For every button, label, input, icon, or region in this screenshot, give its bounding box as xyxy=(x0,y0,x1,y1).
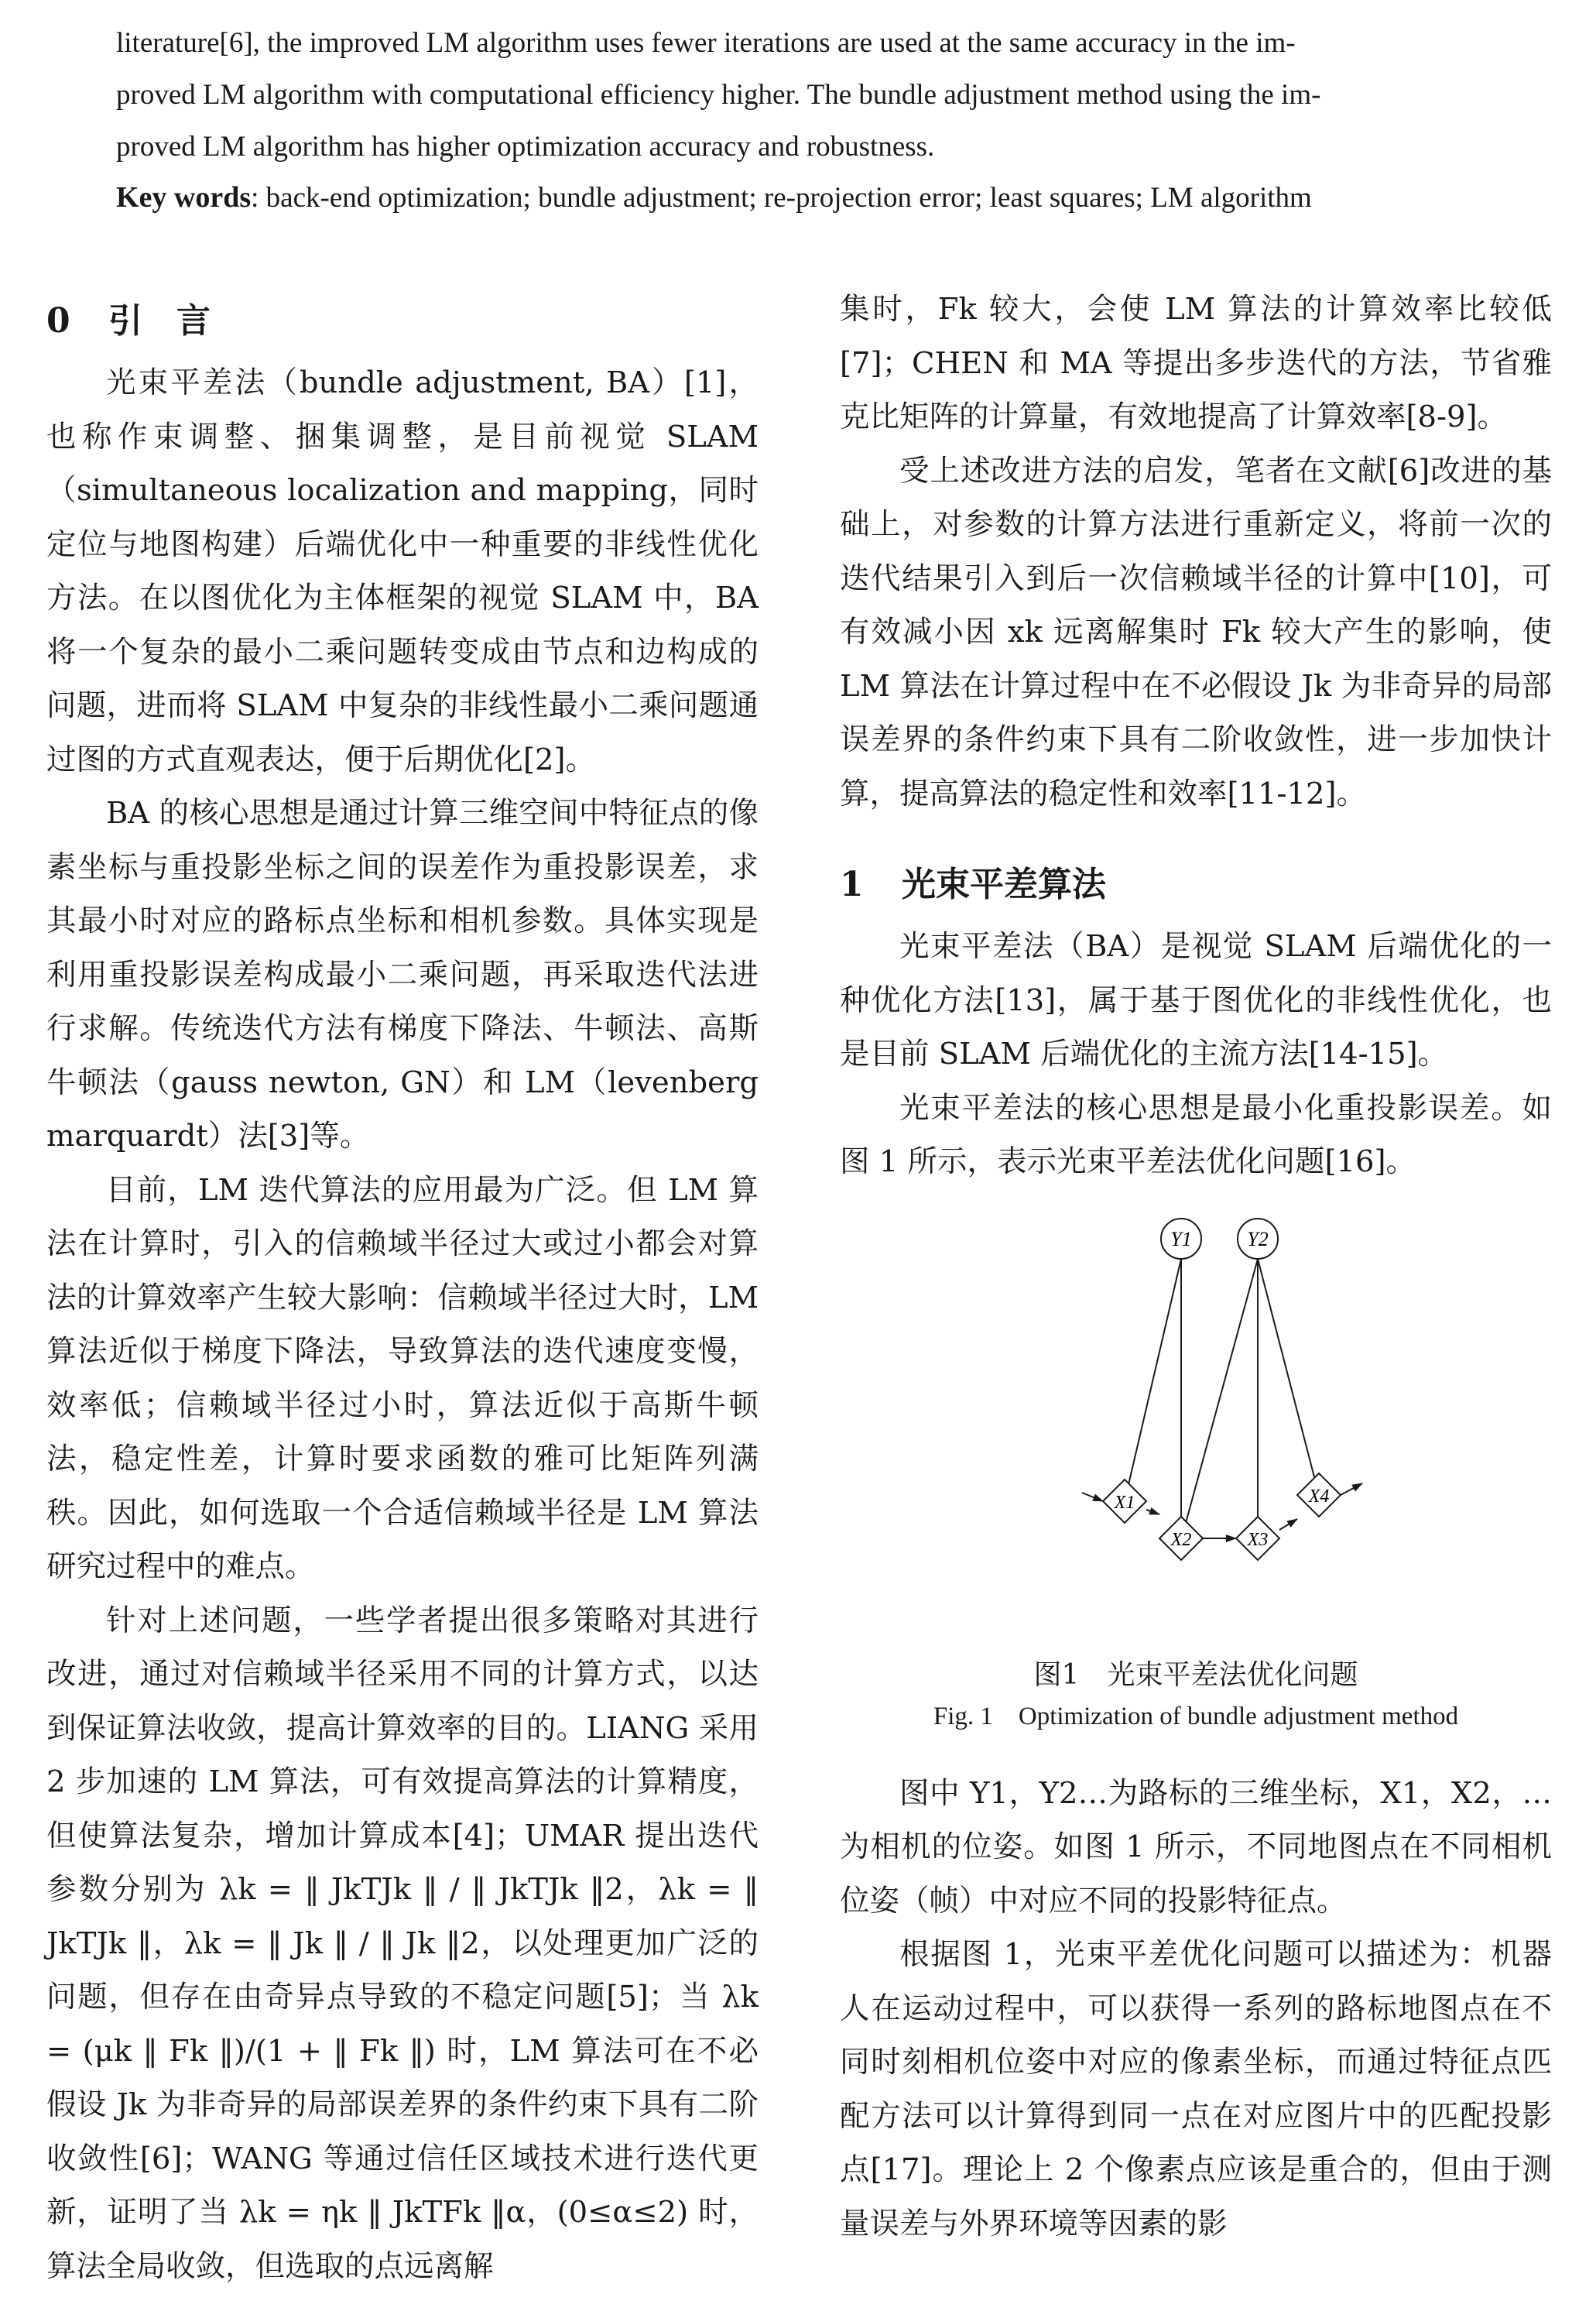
figure-caption-en: Fig. 1 Optimization of bundle adjustment method xyxy=(933,1702,1459,1730)
landmark-node-y2 xyxy=(1238,1219,1278,1259)
paragraph: 目前，LM 迭代算法的应用最为广泛。但 LM 算法在计算时，引入的信赖域半径过大或过小都会对算法的计算效率产生较大影响：信赖域半径过大时，LM 算法近似于梯度下降法，导致算法的迭代速度变慢，效率低；信赖域半径过小时，算法近似于高斯牛顿法，稳定性差，计算时要求函数的雅可比矩阵列满秩。因此，如何选取一个合适信赖域半径是 LM 算法研究过程中的难点。 xyxy=(46,1172,759,1584)
paragraph: 图中 Y1，Y2…为路标的三维坐标，X1，X2，…为相机的位姿。如图 1 所示，不同地图点在不同相机位姿（帧）中对应不同的投影特征点。 xyxy=(840,1775,1552,1919)
figure-1 xyxy=(840,1197,1552,1654)
node-label: Y1 xyxy=(1170,1227,1192,1250)
section-title: 光束平差算法 xyxy=(902,865,1106,904)
paragraph: 针对上述问题，一些学者提出很多策略对其进行改进，通过对信赖域半径采用不同的计算方式，以达到保证算法收敛，提高计算效率的目的。LIANG 采用 2 步加速的 LM 算法，可有效提高算法的计算精度，但使算法复杂，增加计算成本[4]；UMAR 提出迭代参数分别为 λk = ‖ JkTJk ‖ / ‖ JkTJk ‖2，λk = ‖ JkTJk ‖，λk = ‖ Jk ‖ / ‖ Jk ‖2，以处理更加广泛的问题，但存在由奇异点导致的不稳定问题[5]；当 λk = (μk ‖ Fk ‖)/(1 + ‖ Fk ‖) 时，LM 算法可在不必假设 Jk 为非奇异的局部误差界的条件约束下具有二阶收敛性[6]；WANG 等通过信任区域技术进行迭代更新，证明了当 λk = ηk ‖ JkTFk ‖α，(0≤α≤2) 时，算法全局收敛，但选取的点远离解 xyxy=(46,1603,759,2284)
keywords xyxy=(116,174,1509,221)
abstract-tail xyxy=(116,17,1494,173)
paragraph: 光束平差法（BA）是视觉 SLAM 后端优化的一种优化方法[13]，属于基于图优化的非线性优化，也是目前 SLAM 后端优化的主流方法[14-15]。 xyxy=(840,929,1552,1072)
figure-caption-cn: 图1 光束平差法优化问题 xyxy=(1033,1658,1358,1691)
bundle-adjustment-diagram xyxy=(840,1197,1552,1654)
section-heading-1 xyxy=(840,850,1552,920)
paragraph: 根据图 1，光束平差优化问题可以描述为：机器人在运动过程中，可以获得一系列的路标地图点在不同时刻相机位姿中对应的像素坐标，而通过特征点匹配方法可以计算得到同一点在对应图片中的匹配投影点[17]。理论上 2 个像素点应该是重合的，但由于测量误差与外界环境等因素的影 xyxy=(840,1937,1552,2241)
left-column xyxy=(46,286,759,2293)
landmark-node-y1 xyxy=(1161,1219,1201,1259)
paragraph: 光束平差法（bundle adjustment, BA）[1]，也称作束调整、捆集调整，是目前视觉 SLAM（simultaneous localization and mapping，同时定位与地图构建）后端优化中一种重要的非线性优化方法。在以图优化为主体框架的视觉 SLAM 中，BA 将一个复杂的最小二乘问题转变成由节点和边构成的问题，进而将 SLAM 中复杂的非线性最小二乘问题通过图的方式直观表达，便于后期优化[2]。 xyxy=(46,365,759,777)
abstract-line: literature[6], the improved LM algorithm uses fewer iterations are used at the same accuracy in the im- xyxy=(116,27,1296,59)
section-title: 引 言 xyxy=(108,301,211,341)
pose-node-x1 xyxy=(1103,1480,1146,1523)
section-number: 0 xyxy=(46,301,70,341)
paragraph: BA 的核心思想是通过计算三维空间中特征点的像素坐标与重投影坐标之间的误差作为重投影误差，求其最小时对应的路标点坐标和相机参数。具体实现是利用重投影误差构成最小二乘问题，再采取迭代法进行求解。传统迭代方法有梯度下降法、牛顿法、高斯牛顿法（gauss newton, GN）和 LM（levenberg marquardt）法[3]等。 xyxy=(46,796,759,1154)
paragraph: 光束平差法的核心思想是最小化重投影误差。如图 1 所示，表示光束平差法优化问题[16]。 xyxy=(840,1090,1552,1179)
section-number: 1 xyxy=(840,865,864,904)
node-label: X3 xyxy=(1247,1529,1269,1550)
node-label: X2 xyxy=(1170,1529,1192,1550)
node-label: X4 xyxy=(1308,1486,1330,1507)
pose-node-x4 xyxy=(1297,1473,1341,1517)
paragraph: 受上述改进方法的启发，笔者在文献[6]改进的基础上，对参数的计算方法进行重新定义，将前一次的迭代结果引入到后一次信赖域半径的计算中[10]，可有效减小因 xk 远离解集时 Fk 较大产生的影响，使 LM 算法在计算过程中在不必假设 Jk 为非奇异的局部误差界的条件约束下具有二阶收敛性，进一步加快计算，提高算法的稳定性和效率[11-12]。 xyxy=(840,453,1552,811)
abstract-line: proved LM algorithm has higher optimization accuracy and robustness. xyxy=(116,131,935,163)
pose-node-x3 xyxy=(1236,1517,1279,1560)
paragraph: 集时，Fk 较大，会使 LM 算法的计算效率比较低[7]；CHEN 和 MA 等提出多步迭代的方法，节省雅克比矩阵的计算量，有效地提高了计算效率[8-9]。 xyxy=(840,292,1552,434)
abstract-line: proved LM algorithm with computational efficiency higher. The bundle adjustment method using the im- xyxy=(116,79,1321,111)
keywords-text: : back-end optimization; bundle adjustment; re-projection error; least squares; LM algorithm xyxy=(251,182,1312,214)
right-column xyxy=(840,283,1552,2251)
section-heading-0 xyxy=(46,286,759,356)
pose-node-x2 xyxy=(1159,1517,1203,1560)
node-label: X1 xyxy=(1114,1492,1135,1513)
keywords-label: Key words xyxy=(116,181,252,214)
node-label: Y2 xyxy=(1247,1227,1269,1250)
